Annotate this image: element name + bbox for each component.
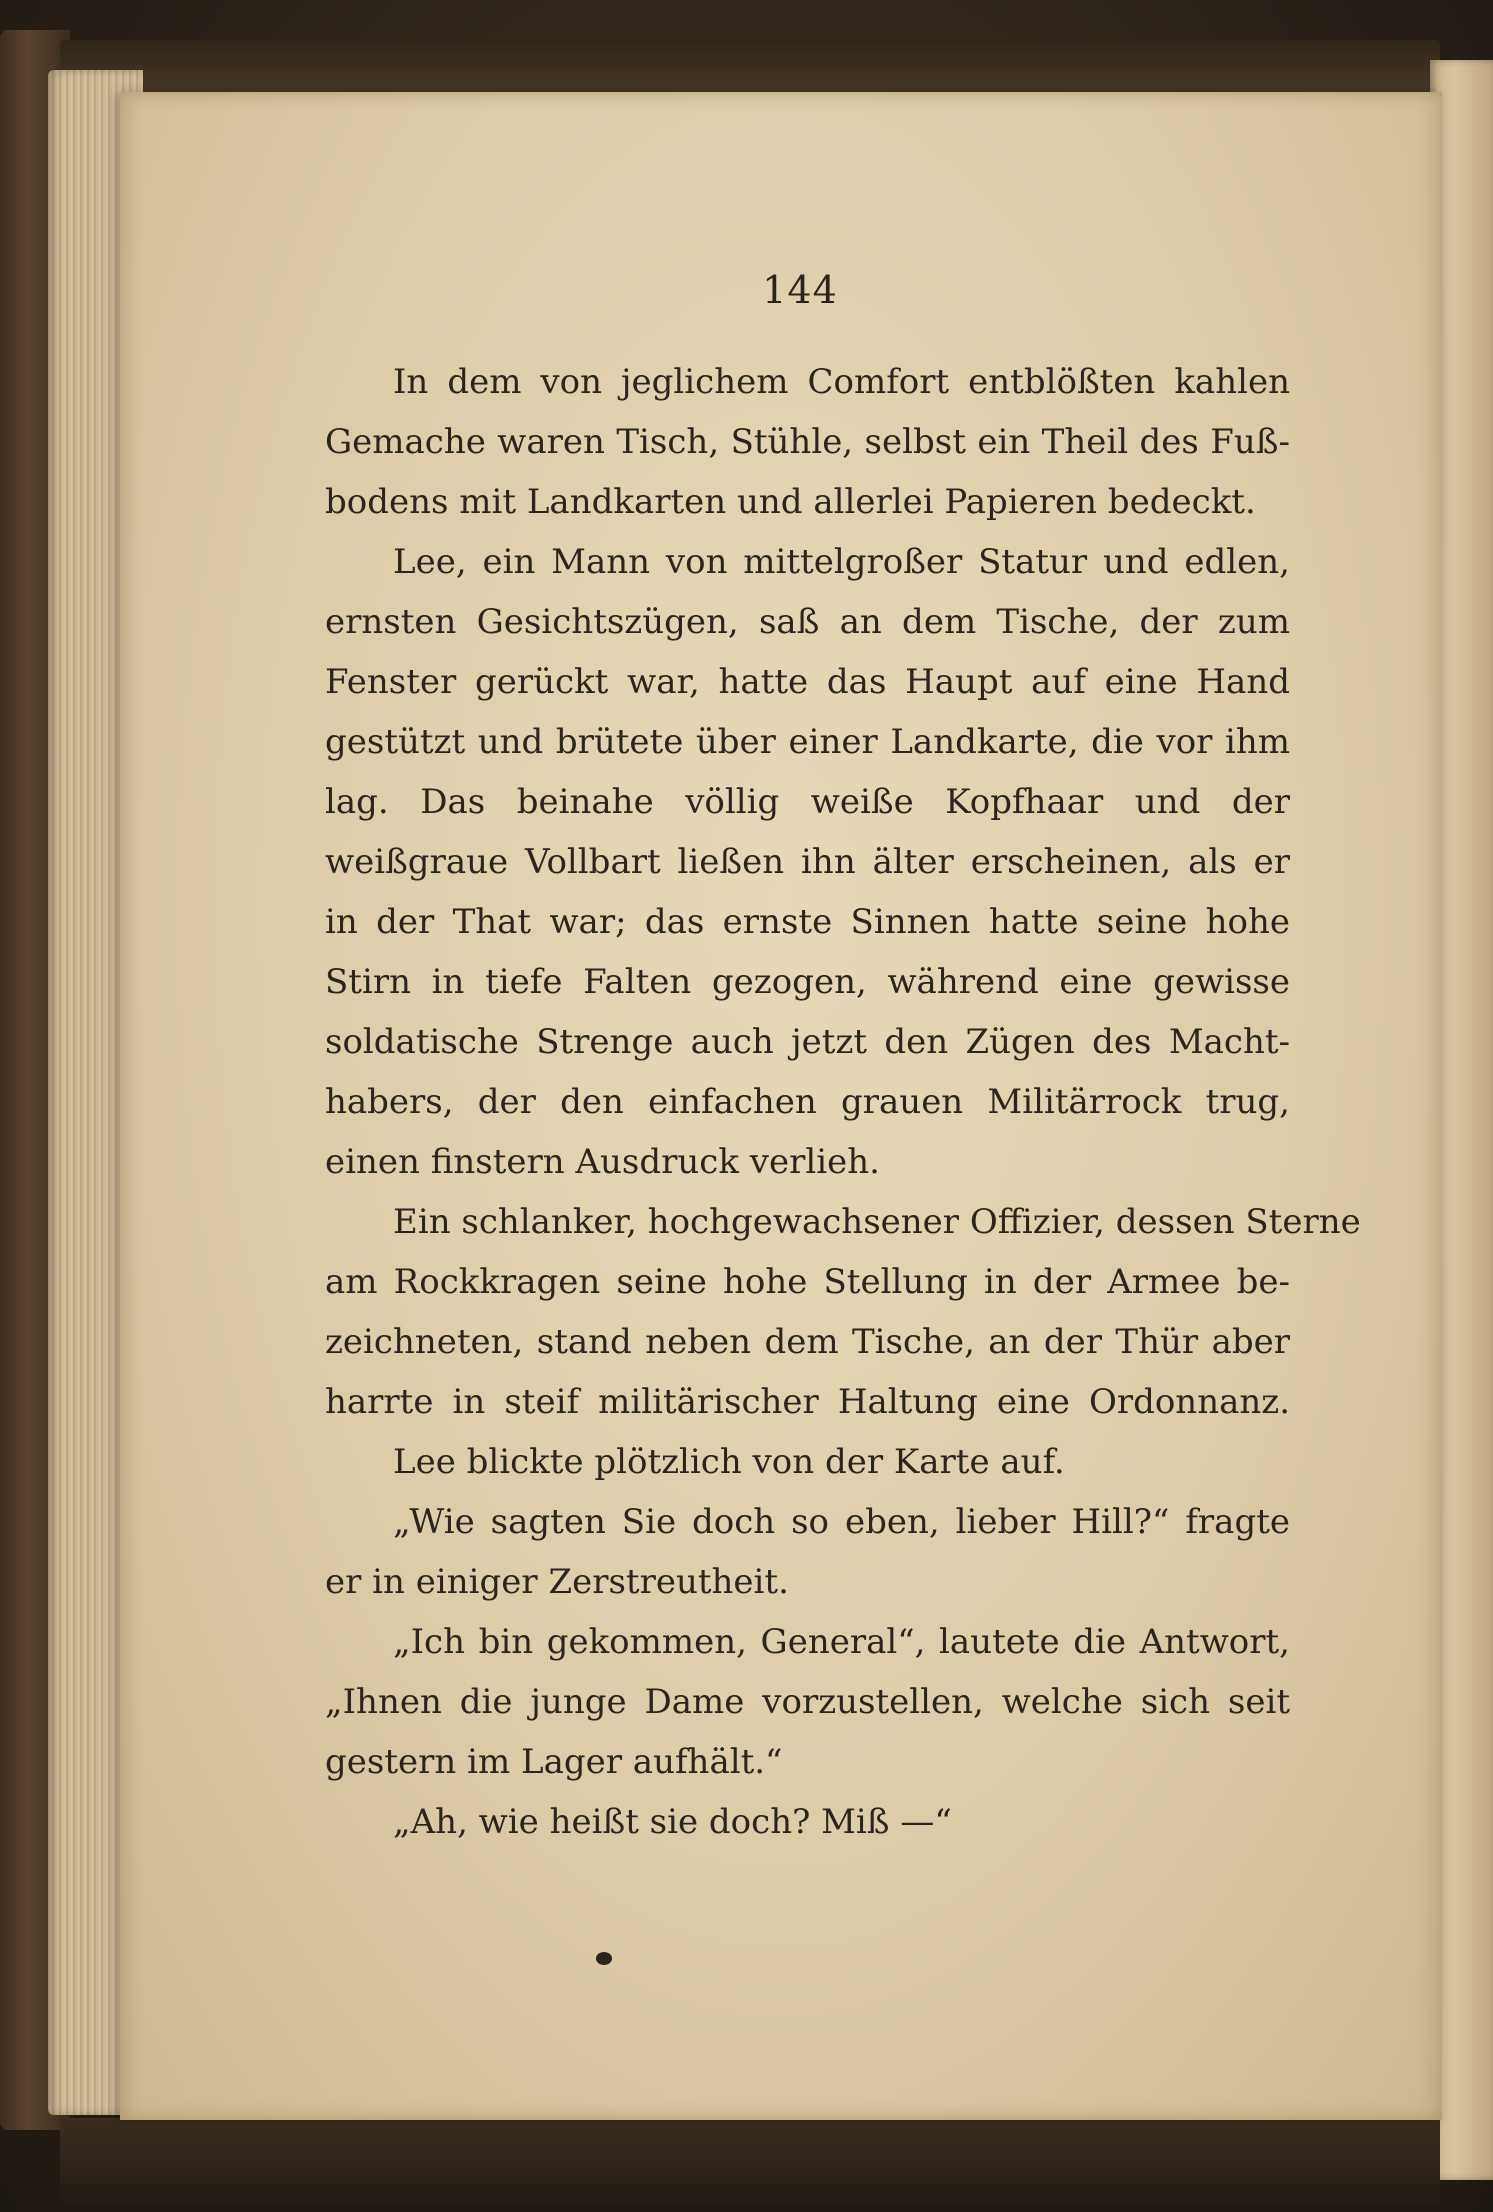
- text-line: lag. Das beinahe völlig weiße Kopfhaar und der: [325, 782, 1290, 822]
- page-text: [325, 352, 1361, 1852]
- text-line: Lee, ein Mann von mittelgroßer Statur und edlen,: [393, 542, 1290, 582]
- book-top-edge: [60, 40, 1440, 100]
- text-line: „Ihnen die junge Dame vorzustellen, welche sich seit: [325, 1682, 1290, 1722]
- text-line: Lee blickte plötzlich von der Karte auf.: [393, 1442, 1065, 1482]
- text-line: ernsten Gesichtszügen, saß an dem Tische, der zum: [325, 602, 1290, 642]
- end-ornament-dot: [596, 1952, 612, 1965]
- text-line: gestützt und brütete über einer Landkarte, die vor ihm: [325, 722, 1290, 762]
- text-line: Gemache waren Tisch, Stühle, selbst ein Theil des Fuß-: [325, 422, 1290, 462]
- text-line: Ein schlanker, hochgewachsener Offizier, dessen Sterne: [393, 1202, 1361, 1242]
- text-line: einen finstern Ausdruck verlieh.: [325, 1142, 880, 1182]
- text-line: er in einiger Zerstreutheit.: [325, 1562, 789, 1602]
- text-line: gestern im Lager aufhält.“: [325, 1742, 783, 1782]
- book-bottom-edge: [60, 2118, 1440, 2212]
- text-line: In dem von jeglichem Comfort entblößten kahlen: [393, 362, 1290, 402]
- text-line: in der That war; das ernste Sinnen hatte seine hohe: [325, 902, 1290, 942]
- page-number: 144: [762, 268, 838, 312]
- text-line: „Ich bin gekommen, General“, lautete die Antwort,: [393, 1622, 1290, 1662]
- text-line: Stirn in tiefe Falten gezogen, während eine gewisse: [325, 962, 1290, 1002]
- text-line: Fenster gerückt war, hatte das Haupt auf eine Hand: [325, 662, 1290, 702]
- text-line: bodens mit Landkarten und allerlei Papieren bedeckt.: [325, 482, 1256, 522]
- text-line: harrte in steif militärischer Haltung eine Ordonnanz.: [325, 1382, 1290, 1422]
- text-line: habers, der den einfachen grauen Militärrock trug,: [325, 1082, 1290, 1122]
- text-line: am Rockkragen seine hohe Stellung in der Armee be-: [325, 1262, 1290, 1302]
- text-line: weißgraue Vollbart ließen ihn älter erscheinen, als er: [325, 842, 1290, 882]
- text-line: „Ah, wie heißt sie doch? Miß —“: [393, 1802, 952, 1842]
- text-line: soldatische Strenge auch jetzt den Zügen des Macht-: [325, 1022, 1290, 1062]
- text-line: zeichneten, stand neben dem Tische, an der Thür aber: [325, 1322, 1290, 1362]
- text-line: „Wie sagten Sie doch so eben, lieber Hill?“ fragte: [393, 1502, 1290, 1542]
